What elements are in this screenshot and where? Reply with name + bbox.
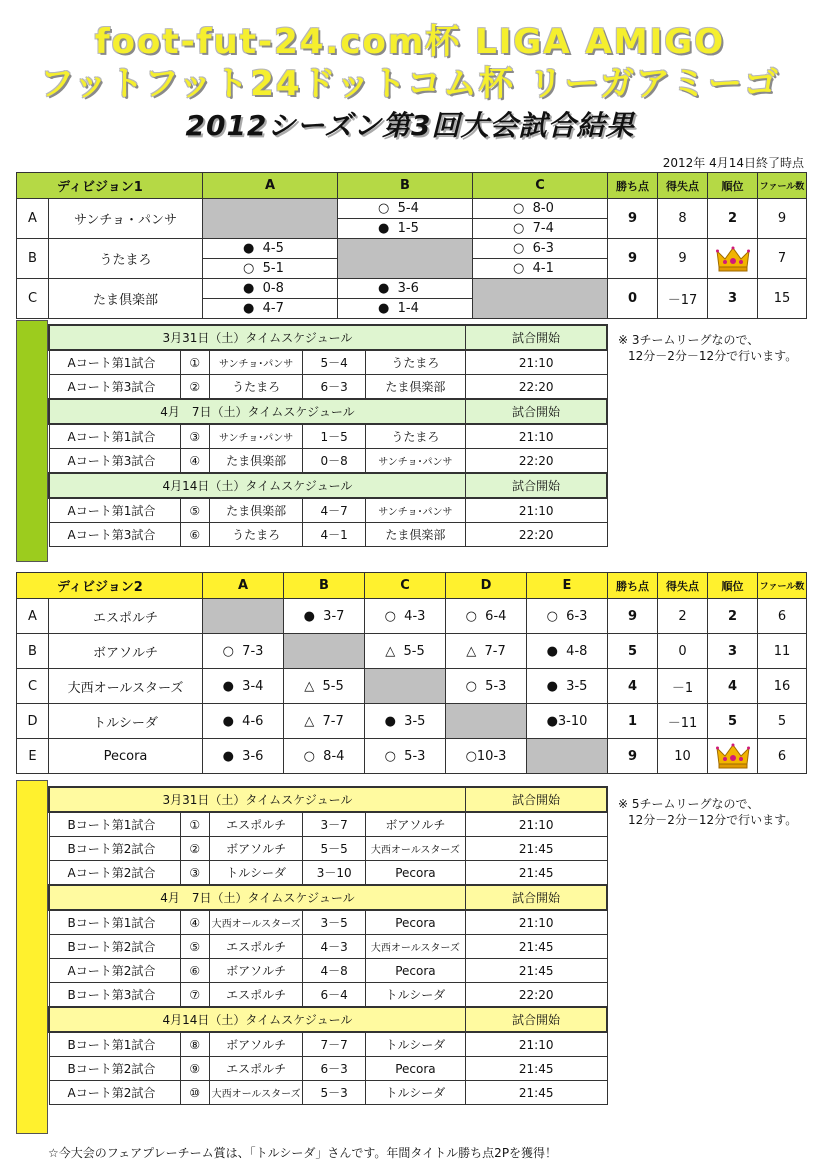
rank	[708, 239, 758, 279]
match-result: △ 5-5	[284, 669, 365, 704]
schedule-day-header	[49, 325, 607, 350]
rank: 4	[708, 669, 758, 704]
start-time: 22:20	[465, 449, 607, 474]
start-time: 21:45	[465, 1081, 607, 1105]
division1-stat-header: 得失点	[658, 173, 708, 199]
points: 9	[608, 599, 658, 634]
title-line-1: foot-fut-24.com杯 LIGA AMIGO	[94, 22, 726, 62]
team-name: うたまろ	[49, 239, 203, 279]
as-of-date: 2012年 4月14日終了時点	[662, 156, 804, 170]
division2-note-line2: 12分－2分－12分で行います。	[628, 813, 798, 827]
division1-stat-header: ファール数	[758, 173, 807, 199]
table-row	[17, 239, 807, 259]
team-name: Pecora	[49, 739, 203, 774]
goal-diff: 2	[658, 599, 708, 634]
match-result: ● 1-4	[338, 299, 473, 319]
court: Bコート第1試合	[49, 1032, 180, 1057]
division1-side-bar	[16, 320, 48, 562]
schedule-row	[49, 449, 607, 474]
division2-stat-header: ファール数	[758, 573, 807, 599]
away-team: 大西オールスターズ	[365, 935, 465, 959]
score: 4－8	[303, 959, 365, 983]
self-match-cell	[338, 239, 473, 279]
rank: 3	[708, 634, 758, 669]
home-team: うたまろ	[209, 375, 303, 400]
team-name: トルシーダ	[49, 704, 203, 739]
division2-stat-header: 勝ち点	[608, 573, 658, 599]
court: Aコート第2試合	[49, 861, 180, 886]
start-time: 21:10	[465, 498, 607, 523]
start-time-header: 試合開始	[465, 1007, 607, 1032]
game-number: ②	[180, 375, 209, 400]
match-result: ● 1-5	[338, 219, 473, 239]
match-result: ●3-10	[527, 704, 608, 739]
score: 1－5	[303, 424, 365, 449]
fair-play-footer: ☆今大会のフェアプレーチーム賞は、「トルシーダ」さんです。年間タイトル勝ち点2Pを獲得！	[48, 1146, 558, 1160]
rank: 2	[708, 599, 758, 634]
match-result: △ 7-7	[284, 704, 365, 739]
score: 4－3	[303, 935, 365, 959]
start-time-header: 試合開始	[465, 473, 607, 498]
court: Bコート第1試合	[49, 910, 180, 935]
match-result: ● 3-4	[203, 669, 284, 704]
division1-standings	[16, 172, 807, 319]
away-team: トルシーダ	[365, 1081, 465, 1105]
court: Bコート第2試合	[49, 1057, 180, 1081]
start-time: 21:45	[465, 1057, 607, 1081]
game-number: ③	[180, 424, 209, 449]
start-time: 21:10	[465, 910, 607, 935]
match-result: ● 4-5	[203, 239, 338, 259]
start-time-header: 試合開始	[465, 399, 607, 424]
match-result: ○ 8-4	[284, 739, 365, 774]
match-result: ○ 4-1	[473, 259, 608, 279]
division1-note-line1: ※ 3チームリーグなので、	[618, 333, 760, 347]
page-title: 2012シーズン第3回大会試合結果	[185, 109, 635, 142]
schedule-day-header	[49, 473, 607, 498]
schedule-row	[49, 910, 607, 935]
points: 1	[608, 704, 658, 739]
fouls: 6	[758, 599, 807, 634]
division2-col-header: E	[527, 573, 608, 599]
match-result: ○ 5-1	[203, 259, 338, 279]
start-time: 21:45	[465, 861, 607, 886]
court: Aコート第3試合	[49, 449, 180, 474]
goal-diff: 9	[658, 239, 708, 279]
match-result: ○10-3	[446, 739, 527, 774]
home-team: ボアソルチ	[209, 837, 303, 861]
row-letter: A	[17, 599, 49, 634]
home-team: ボアソルチ	[209, 1032, 303, 1057]
schedule-day-header	[49, 399, 607, 424]
self-match-cell	[473, 279, 608, 319]
home-team: サンチョ･パンサ	[209, 424, 303, 449]
start-time: 21:10	[465, 424, 607, 449]
home-team: ボアソルチ	[209, 959, 303, 983]
start-time-header: 試合開始	[465, 787, 607, 812]
schedule-row	[49, 1032, 607, 1057]
table-row	[17, 634, 807, 669]
schedule-day-title: 3月31日（土）タイムスケジュール	[49, 325, 465, 350]
game-number: ②	[180, 837, 209, 861]
home-team: 大西オールスターズ	[209, 910, 303, 935]
court: Bコート第2試合	[49, 837, 180, 861]
home-team: うたまろ	[209, 523, 303, 547]
score: 3－10	[303, 861, 365, 886]
match-result: ○ 5-4	[338, 199, 473, 219]
points: 9	[608, 739, 658, 774]
schedule-row	[49, 1057, 607, 1081]
game-number: ⑧	[180, 1032, 209, 1057]
fouls: 7	[758, 239, 807, 279]
court: Bコート第3試合	[49, 983, 180, 1008]
home-team: エスポルチ	[209, 812, 303, 837]
match-result: ● 4-7	[203, 299, 338, 319]
goal-diff: －17	[658, 279, 708, 319]
table-row	[17, 669, 807, 704]
division1-col-header: B	[338, 173, 473, 199]
division2-note-line1: ※ 5チームリーグなので、	[618, 797, 760, 811]
away-team: サンチョ･パンサ	[365, 449, 465, 474]
division2-col-header: B	[284, 573, 365, 599]
score: 5－4	[303, 350, 365, 375]
division1-stat-header: 順位	[708, 173, 758, 199]
schedule-day-title: 4月14日（土）タイムスケジュール	[49, 473, 465, 498]
game-number: ③	[180, 861, 209, 886]
rank: 3	[708, 279, 758, 319]
start-time: 22:20	[465, 523, 607, 547]
rank: 5	[708, 704, 758, 739]
match-result: ● 4-6	[203, 704, 284, 739]
game-number: ⑩	[180, 1081, 209, 1105]
table-row	[17, 704, 807, 739]
away-team: うたまろ	[365, 350, 465, 375]
division2-name: ディビジョン2	[17, 573, 203, 599]
away-team: うたまろ	[365, 424, 465, 449]
score: 6－3	[303, 1057, 365, 1081]
team-name: たま倶楽部	[49, 279, 203, 319]
match-result: ○ 6-3	[473, 239, 608, 259]
start-time-header: 試合開始	[465, 325, 607, 350]
points: 9	[608, 199, 658, 239]
division1-col-header: C	[473, 173, 608, 199]
self-match-cell	[203, 199, 338, 239]
points: 9	[608, 239, 658, 279]
court: Aコート第1試合	[49, 498, 180, 523]
division2-stat-header: 得失点	[658, 573, 708, 599]
score: 6－3	[303, 375, 365, 400]
match-result: ● 3-6	[338, 279, 473, 299]
start-time: 21:10	[465, 1032, 607, 1057]
match-result: ● 3-5	[365, 704, 446, 739]
self-match-cell	[365, 669, 446, 704]
table-row	[17, 279, 807, 299]
court: Bコート第1試合	[49, 812, 180, 837]
game-number: ⑥	[180, 959, 209, 983]
schedule-row	[49, 350, 607, 375]
fouls: 9	[758, 199, 807, 239]
fouls: 5	[758, 704, 807, 739]
match-result: ○ 7-3	[203, 634, 284, 669]
division1-name: ディビジョン1	[17, 173, 203, 199]
row-letter: C	[17, 279, 49, 319]
score: 7－7	[303, 1032, 365, 1057]
team-name: 大西オールスターズ	[49, 669, 203, 704]
court: Aコート第3試合	[49, 375, 180, 400]
court: Bコート第2試合	[49, 935, 180, 959]
court: Aコート第2試合	[49, 1081, 180, 1105]
match-result: ○ 6-3	[527, 599, 608, 634]
away-team: Pecora	[365, 910, 465, 935]
game-number: ①	[180, 350, 209, 375]
score: 5－5	[303, 837, 365, 861]
start-time: 21:10	[465, 350, 607, 375]
schedule-row	[49, 935, 607, 959]
away-team: トルシーダ	[365, 1032, 465, 1057]
game-number: ⑤	[180, 935, 209, 959]
score: 6－4	[303, 983, 365, 1008]
row-letter: B	[17, 239, 49, 279]
points: 5	[608, 634, 658, 669]
match-result: ○ 8-0	[473, 199, 608, 219]
match-result: ○ 6-4	[446, 599, 527, 634]
court: Aコート第3試合	[49, 523, 180, 547]
match-result: ○ 5-3	[365, 739, 446, 774]
crown-icon	[716, 742, 750, 770]
game-number: ④	[180, 910, 209, 935]
self-match-cell	[527, 739, 608, 774]
division2-col-header: D	[446, 573, 527, 599]
division2-schedule	[48, 786, 608, 1105]
start-time: 21:45	[465, 959, 607, 983]
table-row	[17, 599, 807, 634]
team-name: エスポルチ	[49, 599, 203, 634]
goal-diff: 10	[658, 739, 708, 774]
match-result: △ 7-7	[446, 634, 527, 669]
schedule-day-title: 4月 7日（土）タイムスケジュール	[49, 399, 465, 424]
home-team: エスポルチ	[209, 935, 303, 959]
points: 0	[608, 279, 658, 319]
score: 4－7	[303, 498, 365, 523]
away-team: たま倶楽部	[365, 523, 465, 547]
goal-diff: 8	[658, 199, 708, 239]
away-team: トルシーダ	[365, 983, 465, 1008]
fouls: 6	[758, 739, 807, 774]
self-match-cell	[446, 704, 527, 739]
score: 4－1	[303, 523, 365, 547]
division2-stat-header: 順位	[708, 573, 758, 599]
home-team: 大西オールスターズ	[209, 1081, 303, 1105]
match-result: ● 3-5	[527, 669, 608, 704]
away-team: サンチョ･パンサ	[365, 498, 465, 523]
score: 3－7	[303, 812, 365, 837]
fouls: 11	[758, 634, 807, 669]
self-match-cell	[203, 599, 284, 634]
score: 0－8	[303, 449, 365, 474]
away-team: Pecora	[365, 861, 465, 886]
division1-col-header: A	[203, 173, 338, 199]
schedule-row	[49, 424, 607, 449]
division1-stat-header: 勝ち点	[608, 173, 658, 199]
division2-col-header: A	[203, 573, 284, 599]
match-result: ● 0-8	[203, 279, 338, 299]
game-number: ①	[180, 812, 209, 837]
team-name: ボアソルチ	[49, 634, 203, 669]
home-team: たま倶楽部	[209, 449, 303, 474]
schedule-row	[49, 983, 607, 1008]
schedule-row	[49, 498, 607, 523]
division1-note	[618, 332, 797, 364]
schedule-row	[49, 812, 607, 837]
row-letter: D	[17, 704, 49, 739]
home-team: トルシーダ	[209, 861, 303, 886]
goal-diff: －1	[658, 669, 708, 704]
schedule-row	[49, 1081, 607, 1105]
home-team: たま倶楽部	[209, 498, 303, 523]
game-number: ⑥	[180, 523, 209, 547]
away-team: ボアソルチ	[365, 812, 465, 837]
table-row	[17, 199, 807, 219]
division1-note-line2: 12分－2分－12分で行います。	[628, 349, 798, 363]
schedule-day-header	[49, 885, 607, 910]
start-time: 22:20	[465, 983, 607, 1008]
match-result: ○ 5-3	[446, 669, 527, 704]
division2-note	[618, 796, 797, 828]
row-letter: C	[17, 669, 49, 704]
match-result: ● 3-6	[203, 739, 284, 774]
match-result: △ 5-5	[365, 634, 446, 669]
title-line-2: フットフット24ドットコム杯 リーガアミーゴ	[40, 64, 780, 104]
table-row	[17, 739, 807, 774]
start-time: 22:20	[465, 375, 607, 400]
division2-side-bar	[16, 780, 48, 1134]
away-team: Pecora	[365, 959, 465, 983]
row-letter: A	[17, 199, 49, 239]
schedule-row	[49, 523, 607, 547]
goal-diff: 0	[658, 634, 708, 669]
schedule-row	[49, 959, 607, 983]
schedule-day-header	[49, 787, 607, 812]
team-name: サンチョ・パンサ	[49, 199, 203, 239]
start-time-header: 試合開始	[465, 885, 607, 910]
start-time: 21:10	[465, 812, 607, 837]
crown-icon	[716, 245, 750, 273]
game-number: ⑨	[180, 1057, 209, 1081]
game-number: ⑤	[180, 498, 209, 523]
match-result: ○ 4-3	[365, 599, 446, 634]
court: Aコート第1試合	[49, 424, 180, 449]
start-time: 21:45	[465, 935, 607, 959]
points: 4	[608, 669, 658, 704]
game-number: ④	[180, 449, 209, 474]
schedule-row	[49, 861, 607, 886]
match-result: ● 4-8	[527, 634, 608, 669]
rank	[708, 739, 758, 774]
self-match-cell	[284, 634, 365, 669]
match-result: ○ 7-4	[473, 219, 608, 239]
goal-diff: －11	[658, 704, 708, 739]
schedule-day-title: 4月 7日（土）タイムスケジュール	[49, 885, 465, 910]
start-time: 21:45	[465, 837, 607, 861]
row-letter: B	[17, 634, 49, 669]
schedule-day-title: 4月14日（土）タイムスケジュール	[49, 1007, 465, 1032]
court: Aコート第1試合	[49, 350, 180, 375]
away-team: Pecora	[365, 1057, 465, 1081]
score: 5－3	[303, 1081, 365, 1105]
fouls: 15	[758, 279, 807, 319]
division2-col-header: C	[365, 573, 446, 599]
row-letter: E	[17, 739, 49, 774]
match-result: ● 3-7	[284, 599, 365, 634]
away-team: 大西オールスターズ	[365, 837, 465, 861]
home-team: エスポルチ	[209, 1057, 303, 1081]
fouls: 16	[758, 669, 807, 704]
home-team: エスポルチ	[209, 983, 303, 1008]
schedule-day-header	[49, 1007, 607, 1032]
schedule-row	[49, 837, 607, 861]
division2-standings	[16, 572, 807, 774]
score: 3－5	[303, 910, 365, 935]
away-team: たま倶楽部	[365, 375, 465, 400]
rank: 2	[708, 199, 758, 239]
court: Aコート第2試合	[49, 959, 180, 983]
game-number: ⑦	[180, 983, 209, 1008]
schedule-row	[49, 375, 607, 400]
schedule-day-title: 3月31日（土）タイムスケジュール	[49, 787, 465, 812]
division1-schedule	[48, 324, 608, 547]
home-team: サンチョ･パンサ	[209, 350, 303, 375]
